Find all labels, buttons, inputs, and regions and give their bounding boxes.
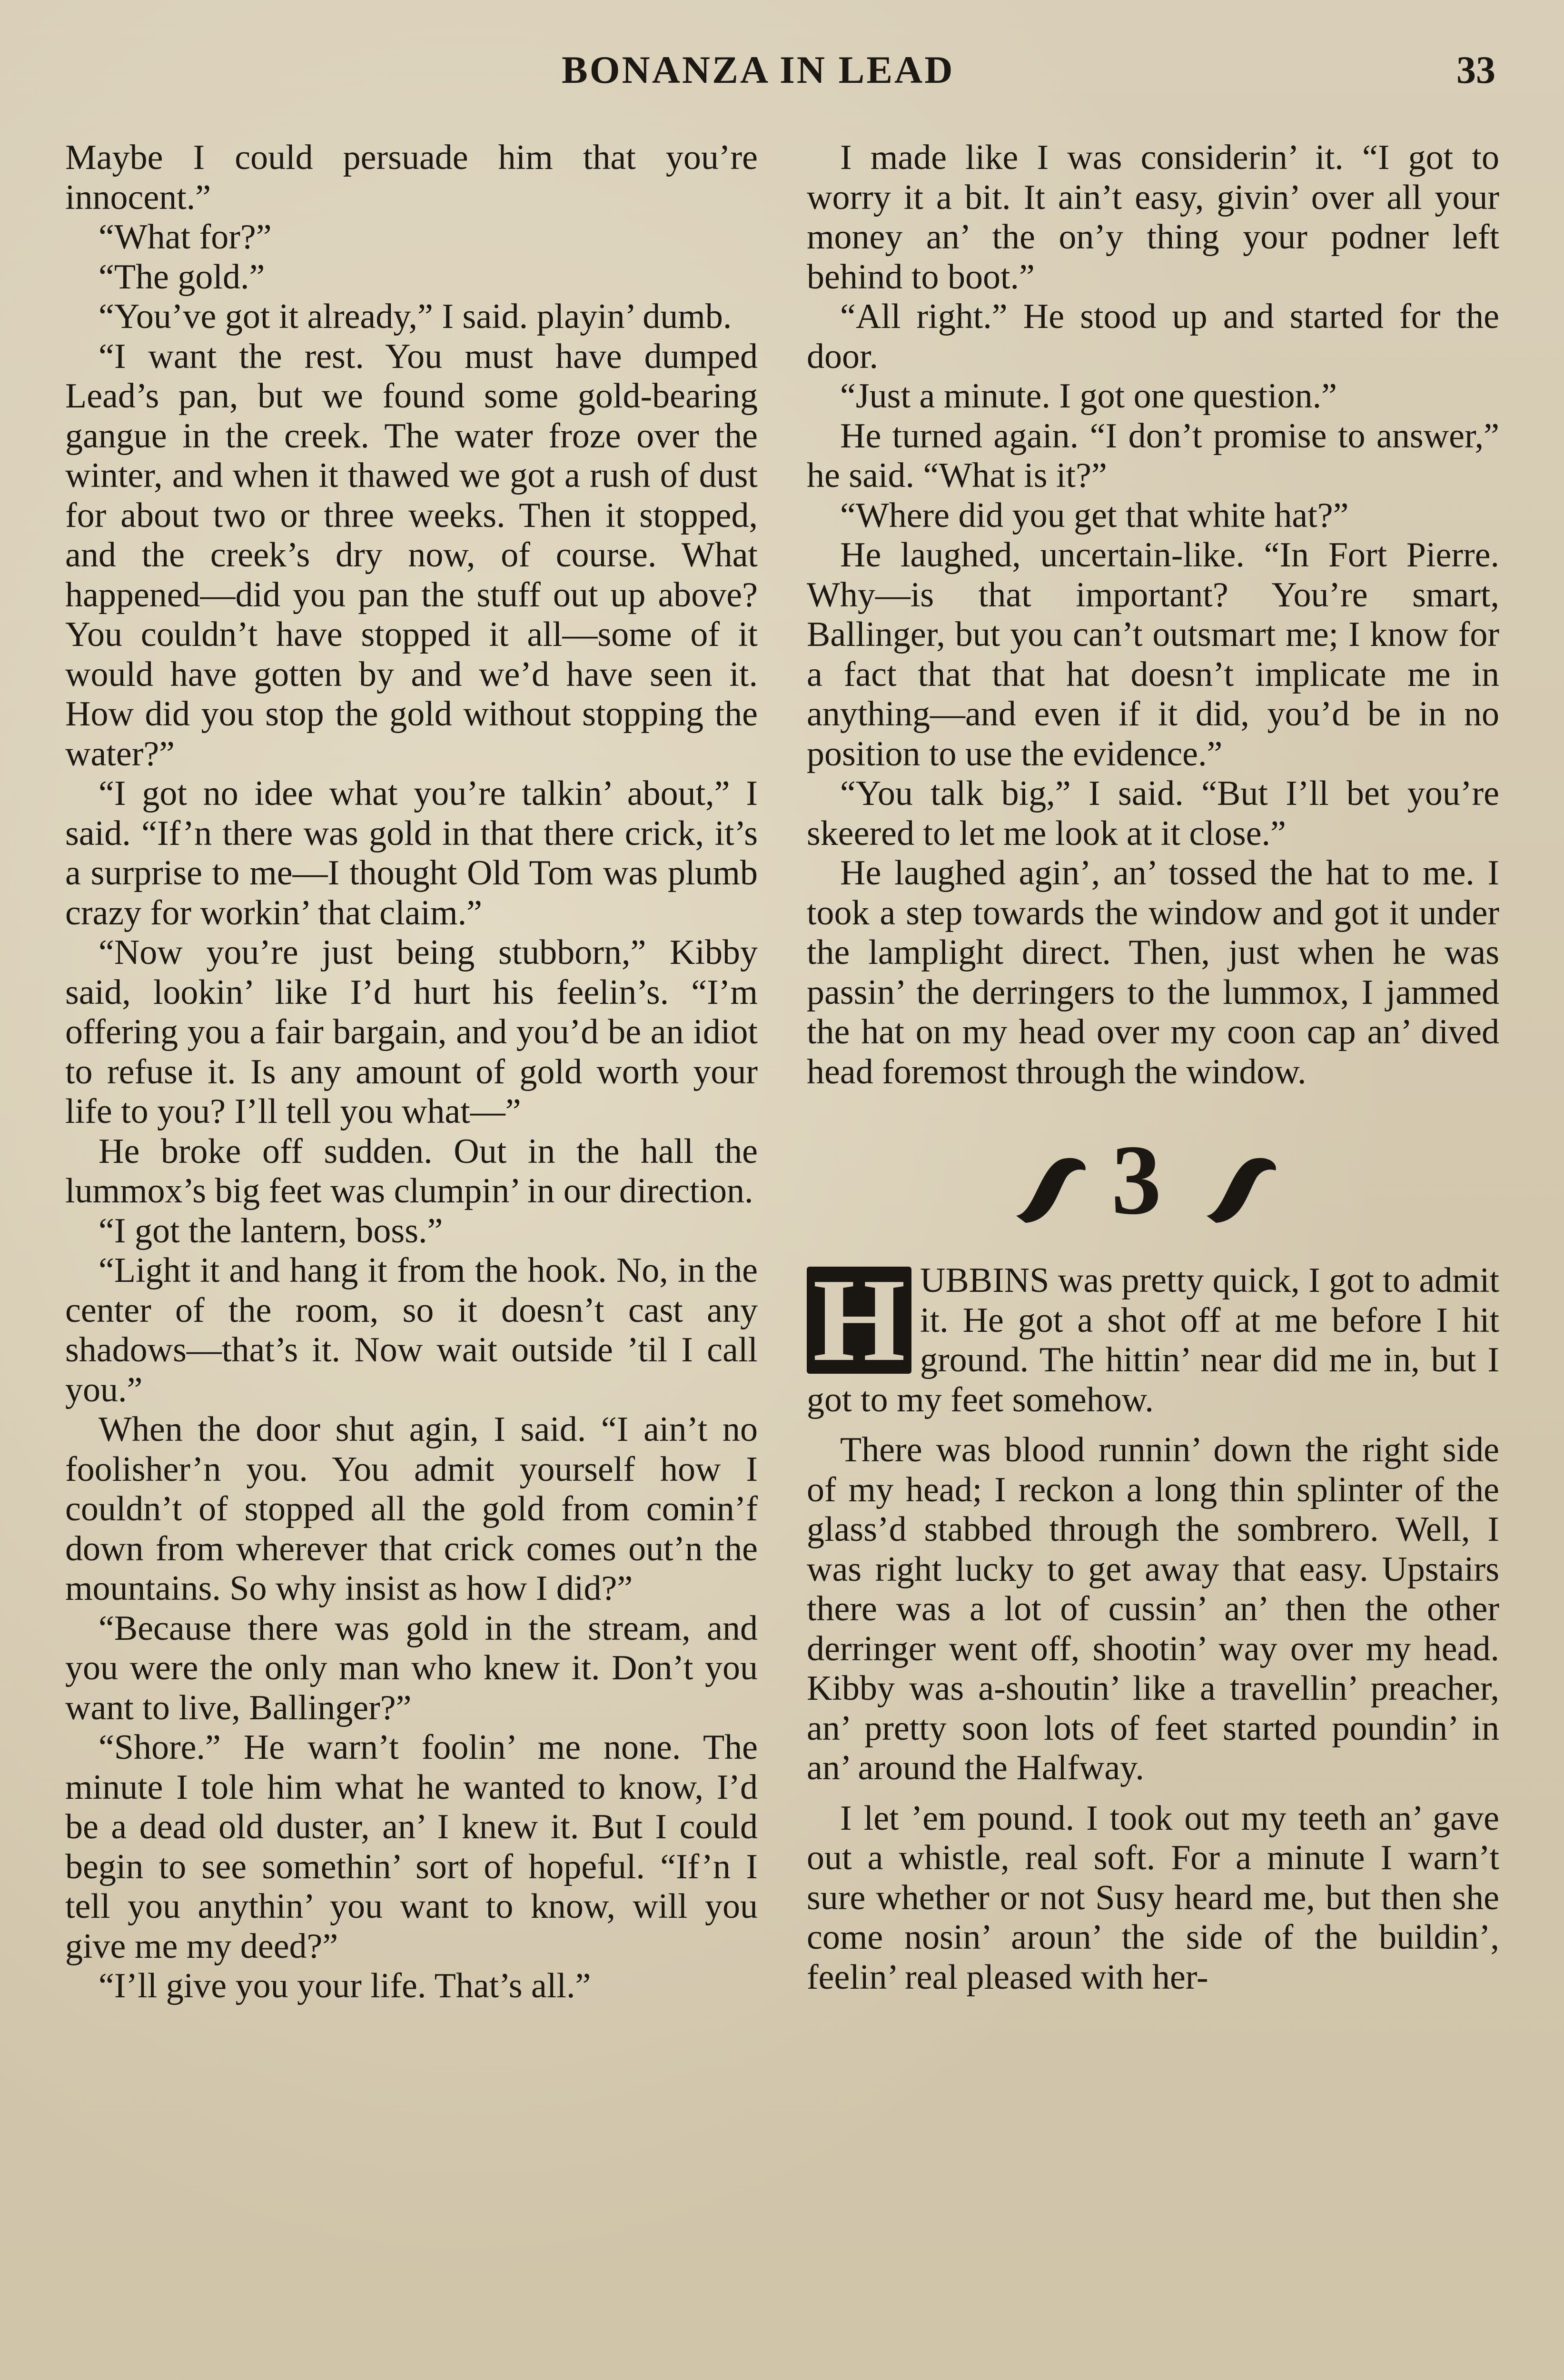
- drop-cap: H: [807, 1267, 911, 1374]
- page-number: 33: [1456, 48, 1495, 91]
- paragraph: “Light it and hang it from the hook. No, in the center of the room, so it doesn’t cast any shadows—that’s it. Now wait outside ’til I call you.”: [65, 1251, 758, 1409]
- paragraph: “I got no idee what you’re talkin’ about,” I said. “If’n there was gold in that there crick, it’s a surprise to me—I thought Old Tom was plumb crazy for workin’ that claim.”: [65, 774, 758, 932]
- paragraph: “I got the lantern, boss.”: [99, 1211, 443, 1250]
- paragraph: Maybe I could persuade him that you’re innocent.”: [65, 138, 758, 217]
- running-title: BONANZA IN LEAD: [562, 48, 955, 91]
- paragraph: He laughed, uncertain-like. “In Fort Pierre. Why—is that important? You’re smart, Ballinger, but you can’t outsmart me; I know for a fact that that hat doesn’t implicate me in anything—and even if it did, you’d be in no position to use the evidence.”: [807, 536, 1499, 774]
- chapter-opening-text: UBBINS was pretty quick, I got to admit it. He got a shot off at me before I hit ground. The hittin’ near did me in, but I got to my feet somehow.: [807, 1261, 1499, 1419]
- running-head: [0, 48, 1564, 100]
- paragraph: He turned again. “I don’t promise to answer,” he said. “What is it?”: [807, 416, 1499, 495]
- paragraph: When the door shut agin, I said. “I ain’t no foolisher’n you. You admit yourself how I couldn’t of stopped all the gold from comin’f down from wherever that crick comes out’n the mountains. So why insist as how I did?”: [65, 1410, 758, 1608]
- paragraph: “Because there was gold in the stream, and you were the only man who knew it. Don’t you want to live, Ballinger?”: [65, 1608, 758, 1727]
- paragraph: “You talk big,” I said. “But I’ll bet you’re skeered to let me look at it close.”: [807, 774, 1499, 853]
- chapter-number: 3: [1111, 1125, 1161, 1235]
- paragraph: “What for?”: [99, 218, 272, 257]
- spacer: [807, 1420, 1499, 1430]
- paragraph: “Where did you get that white hat?”: [840, 496, 1349, 535]
- paragraph: “I want the rest. You must have dumped Lead’s pan, but we found some gold-bearing gangue in the creek. The water froze over the winter, and when it thawed we got a rush of dust for about two or three weeks. Then it stopped, and the creek’s dry now, of course. What happened—did you pan the stuff out up above? You couldn’t have stopped it all—some of it would have gotten by and we’d have seen it. How did you stop the gold without stopping the water?”: [65, 337, 758, 774]
- paragraph: He broke off sudden. Out in the hall the lummox’s big feet was clumpin’ in our direction.: [65, 1131, 758, 1210]
- right-column: [807, 138, 1499, 1997]
- left-column: [65, 138, 758, 2006]
- chapter-opening-paragraph: [807, 1254, 1499, 1420]
- paragraph: “All right.” He stood up and started for the door.: [807, 297, 1499, 376]
- spacer: [807, 1788, 1499, 1799]
- paragraph: He laughed agin’, an’ tossed the hat to me. I took a step towards the window and got it under the lamplight direct. Then, just when he was passin’ the derringers to the lummox, I jammed the hat on my head over my coon cap an’ dived head foremost through the window.: [807, 853, 1499, 1091]
- paragraph: I let ’em pound. I took out my teeth an’ gave out a whistle, real soft. For a minute I warn’t sure whether or not Susy heard me, but then she come nosin’ aroun’ the side of the buildin’, feelin’ real pleased with her-: [807, 1798, 1499, 1997]
- paragraph: There was blood runnin’ down the right side of my head; I reckon a long thin splinter of the glass’d stabbed through the sombrero. Well, I was right lucky to get away that easy. Upstairs there was a lot of cussin’ an’ then the other derringer went off, shootin’ way over my head. Kibby was a-shoutin’ like a travellin’ preacher, an’ pretty soon lots of feet started poundin’ in an’ around the Halfway.: [807, 1430, 1499, 1787]
- paragraph: “You’ve got it already,” I said. playin’ dumb.: [99, 297, 732, 336]
- paragraph: “Shore.” He warn’t foolin’ me none. The minute I tole him what he wanted to know, I’d be a dead old duster, an’ I knew it. But I could begin to see somethin’ sort of hopeful. “If’n I tell you anythin’ you want to know, will you give me my deed?”: [65, 1728, 758, 1966]
- paragraph: “The gold.”: [99, 257, 265, 297]
- paragraph: “Just a minute. I got one question.”: [840, 377, 1337, 416]
- chapter-heading: [807, 1125, 1499, 1247]
- paragraph: “Now you’re just being stubborn,” Kibby said, lookin’ like I’d hurt his feelin’s. “I’m offering you a fair bargain, and you’d be an idiot to refuse it. Is any amount of gold worth your life to you? I’ll tell you what—”: [65, 933, 758, 1131]
- paragraph: “I’ll give you your life. That’s all.”: [99, 1966, 591, 2005]
- paragraph: I made like I was considerin’ it. “I got to worry it a bit. It ain’t easy, givin’ over all your money an’ the on’y thing your podner left behind to boot.”: [807, 138, 1499, 297]
